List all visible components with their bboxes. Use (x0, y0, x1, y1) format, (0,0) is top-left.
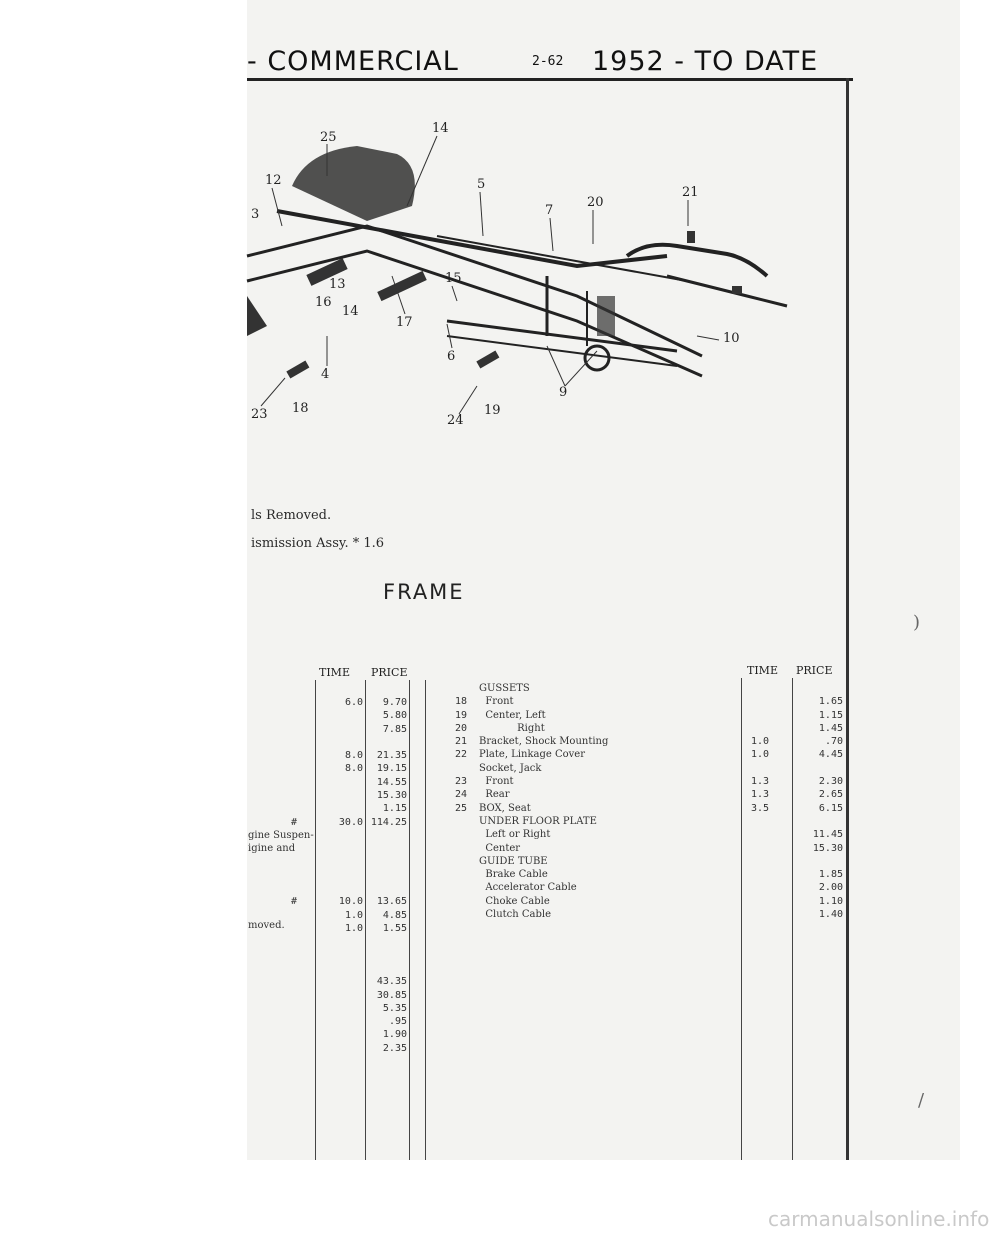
callout-16: 16 (315, 295, 332, 310)
callout-3: 3 (251, 207, 260, 222)
left-table-line-4 (425, 680, 426, 1160)
callout-10: 10 (723, 331, 740, 346)
right-descriptions: GUSSETS Front Center, Left Right Bracket, Shock Mounting Plate, Linkage Cover Socket, Jack Front Rear BOX, Seat UNDER FLOOR PLATE Left or Right Center GUIDE TUBE Brake Cable Accelerator Cable Choke Cable Clutch Cable (479, 683, 609, 921)
callout-6: 6 (447, 349, 456, 364)
callout-25: 25 (320, 130, 337, 145)
callout-15: 15 (445, 271, 462, 286)
watermark: carmanualsonline.info (768, 1207, 989, 1231)
callout-24: 24 (447, 413, 464, 428)
section-title: FRAME (383, 580, 465, 604)
callout-4: 4 (321, 367, 330, 382)
fragment-removed: ls Removed. (251, 508, 332, 523)
left-table-line-1 (315, 680, 316, 1160)
callout-23: 23 (251, 407, 268, 422)
fragment-transmission: ismission Assy. * 1.6 (251, 536, 385, 551)
left-time-column: 6.0 8.0 8.0 30.0 10.0 1.0 1.0 (338, 697, 363, 935)
callout-19: 19 (484, 403, 501, 418)
page-right-rule (846, 78, 849, 1160)
right-item-numbers: 18 19 20 21 22 23 24 25 (454, 696, 467, 814)
right-table-line-1 (741, 678, 742, 1160)
header-left: - COMMERCIAL (247, 46, 459, 77)
left-label-3: moved. (248, 920, 285, 931)
left-time-header: TIME (319, 666, 350, 679)
left-label-2: igine and (248, 843, 296, 854)
callout-21: 21 (682, 185, 699, 200)
callout-14b: 14 (342, 304, 359, 319)
right-price-header: PRICE (796, 664, 833, 677)
frame-diagram (247, 96, 807, 436)
manual-page (247, 0, 960, 1160)
callout-18: 18 (292, 401, 309, 416)
callout-9: 9 (559, 385, 568, 400)
left-label-1: gine Suspen- (248, 830, 314, 841)
left-margin (0, 0, 247, 1241)
left-price-column: 9.70 5.80 7.85 21.35 19.15 14.55 15.30 1.15 114.25 13.65 4.85 1.55 43.35 30.85 5.35 .95 1.90 2.35 (370, 697, 407, 1054)
callout-7: 7 (545, 203, 554, 218)
callout-12: 12 (265, 173, 282, 188)
left-markers: # # (290, 816, 297, 908)
left-price-header: PRICE (371, 666, 408, 679)
callout-13: 13 (329, 277, 346, 292)
page-number: 2-62 (532, 54, 564, 69)
edge-mark-bracket: ) (913, 612, 921, 633)
edge-mark-slash: / (918, 1090, 925, 1111)
right-price-column: 1.65 1.15 1.45 .70 4.45 2.30 2.65 6.15 11.45 15.30 1.85 2.00 1.10 1.40 (812, 696, 843, 921)
left-table-line-3 (409, 680, 410, 1160)
header-rule (247, 78, 853, 81)
callout-14a: 14 (432, 121, 449, 136)
callout-20: 20 (587, 195, 604, 210)
header-right: 1952 - TO DATE (592, 46, 819, 77)
callout-5: 5 (477, 177, 486, 192)
right-time-header: TIME (747, 664, 778, 677)
callout-17: 17 (396, 315, 413, 330)
right-time-column: 1.0 1.0 1.3 1.3 3.5 (750, 736, 769, 814)
